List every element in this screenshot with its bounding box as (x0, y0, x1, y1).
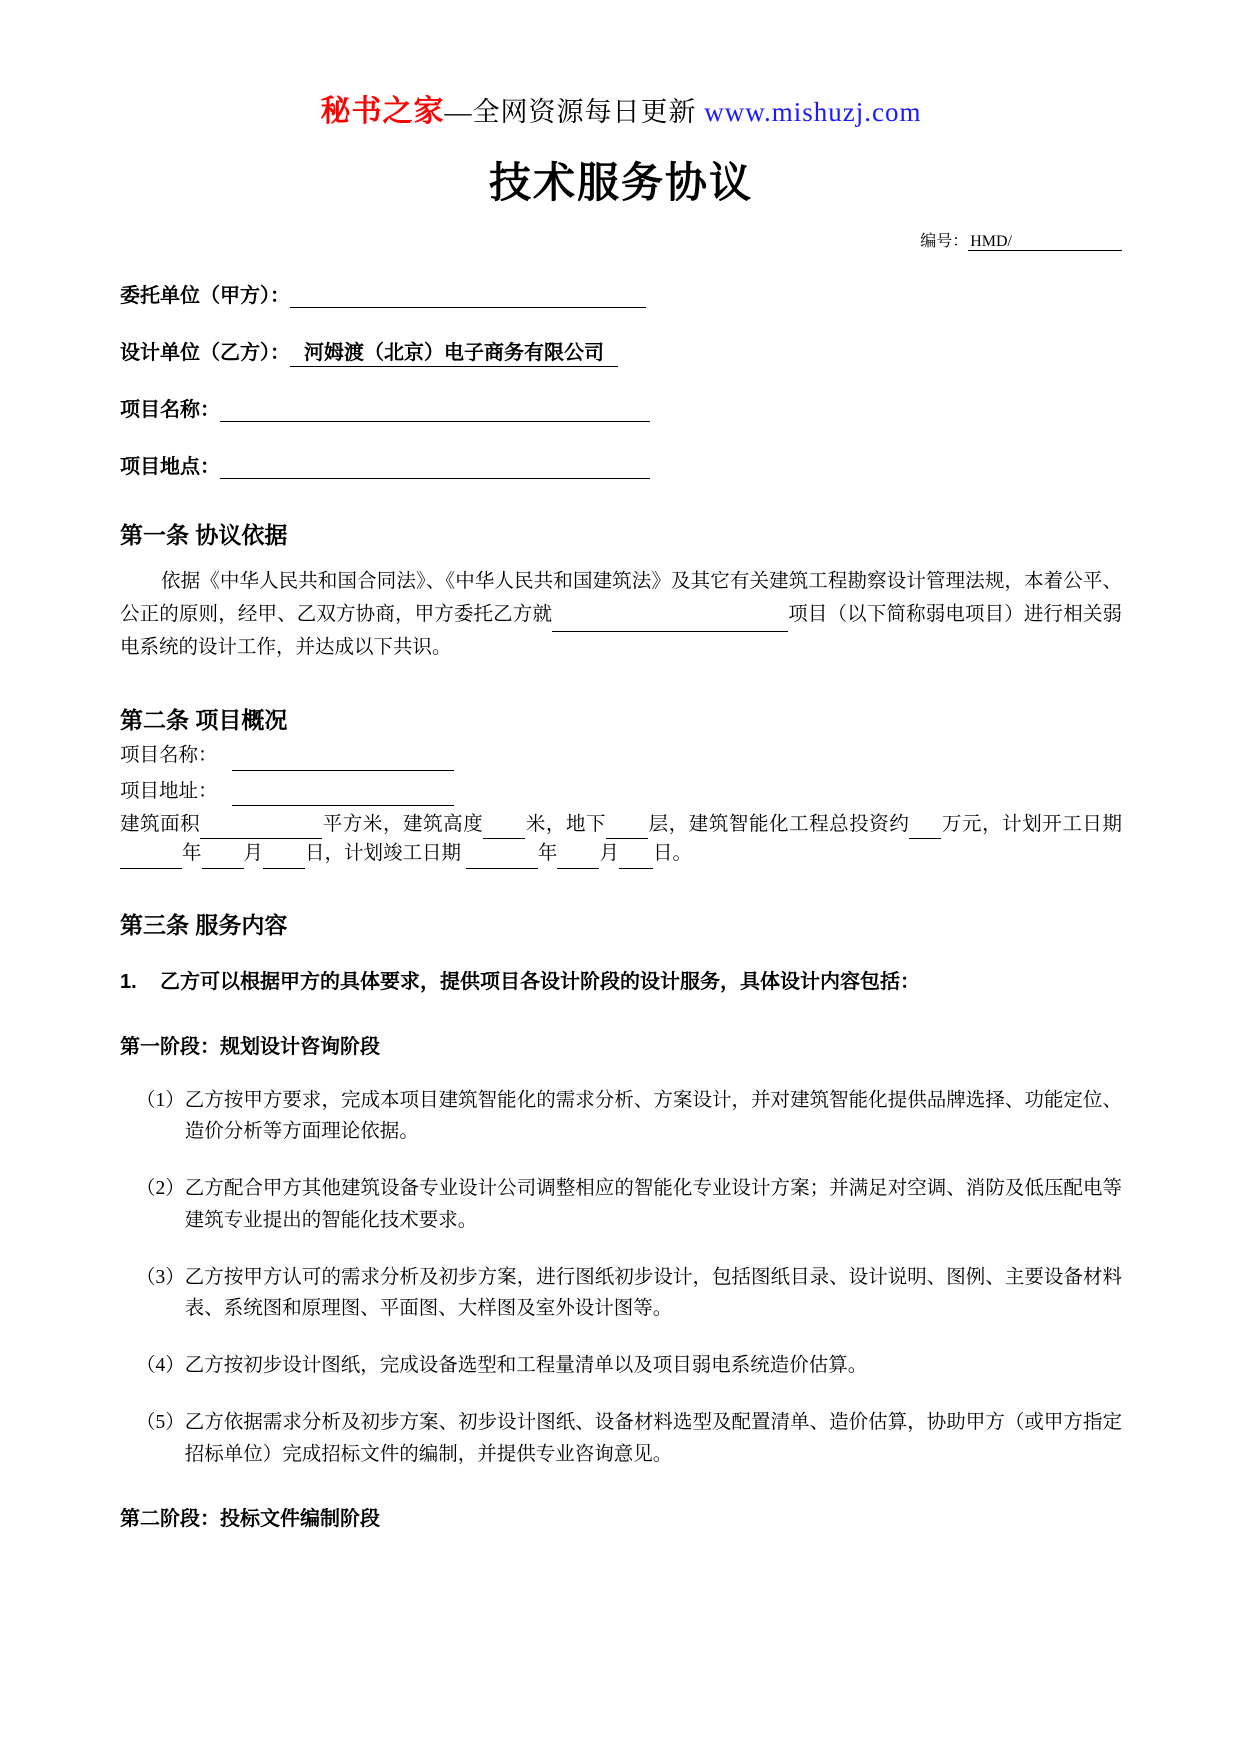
building-text-7: 月 (243, 843, 264, 865)
stage1-item-list (120, 1085, 1122, 1470)
party-a-label: 委托单位（甲方）： (120, 285, 290, 307)
list-item-number: （1） (136, 1090, 185, 1111)
stage1-heading: 第一阶段：规划设计咨询阶段 (120, 1036, 380, 1058)
list-item (136, 1262, 1122, 1324)
doc-number-label: 编号： (920, 233, 969, 250)
list-item (136, 1085, 1122, 1147)
overview-project-name-label: 项目名称： (120, 745, 218, 767)
project-location-blank (220, 457, 650, 479)
building-investment-blank (909, 818, 941, 839)
overview-project-name-row (120, 741, 1122, 770)
list-item (136, 1350, 1122, 1381)
section1-blank (552, 610, 788, 631)
service-item-1-number: 1. (120, 971, 137, 993)
list-item (136, 1173, 1122, 1235)
overview-building-info (120, 810, 1122, 869)
building-text-4: 层，建筑智能化工程总投资约 (648, 813, 910, 835)
list-item-number: （2） (136, 1178, 185, 1200)
stage2-heading: 第二阶段：投标文件编制阶段 (120, 1507, 380, 1530)
overview-project-name-blank (232, 749, 454, 770)
list-item-text: 乙方依据需求分析及初步方案、初步设计图纸、设备材料选型及配置清单、造价估算，协助甲方（或甲方指定招标单位）完成招标文件的编制，并提供专业咨询意见。 (184, 1412, 1122, 1465)
overview-project-address-blank (232, 784, 454, 805)
section1-text-after: 项目（以下简称弱电项目）进行相关弱电系统的设计工作，并达成以下共识。 (120, 603, 1122, 658)
building-height-blank (483, 818, 525, 839)
project-name-label: 项目名称： (120, 399, 220, 421)
building-text-6: 年 (182, 843, 202, 865)
form-row-party-b (120, 336, 1122, 365)
party-b-label: 设计单位（乙方）： (120, 342, 290, 364)
building-text-5: 万元，计划开工日期 (941, 813, 1122, 835)
building-text-1: 建筑面积 (120, 813, 201, 835)
service-item-1 (120, 966, 1122, 998)
form-row-project-name (120, 393, 1122, 422)
document-title: 技术服务协议 (488, 159, 753, 206)
list-item-text: 乙方按甲方要求，完成本项目建筑智能化的需求分析、方案设计，并对建筑智能化提供品牌选择、功能定位、造价分析等方面理论依据。 (184, 1090, 1122, 1143)
building-text-8: 日，计划竣工日期 (305, 843, 466, 865)
doc-number-value: HMD/ (970, 233, 1012, 250)
building-area-blank (200, 818, 322, 839)
end-day-blank (619, 848, 653, 869)
start-month-blank (202, 848, 244, 869)
building-text-11: 日。 (652, 843, 692, 865)
list-item-text: 乙方按初步设计图纸，完成设备选型和工程量清单以及项目弱电系统造价估算。 (184, 1355, 868, 1377)
list-item-text: 乙方按甲方认可的需求分析及初步方案，进行图纸初步设计，包括图纸目录、设计说明、图例、主要设备材料表、系统图和原理图、平面图、大样图及室外设计图等。 (184, 1266, 1122, 1319)
end-year-blank (466, 848, 538, 869)
site-name: 秘书之家 (320, 95, 445, 128)
end-month-blank (557, 848, 599, 869)
section1-text-before: 依据《中华人民共和国合同法》、《中华人民共和国建筑法》及其它有关建筑工程勘察设计管理法规，本着公平、公正的原则，经甲、乙双方协商，甲方委托乙方就 (120, 571, 1122, 625)
start-day-blank (263, 848, 305, 869)
party-b-value: 河姆渡（北京）电子商务有限公司 (290, 342, 618, 367)
list-item (136, 1407, 1122, 1469)
start-year-blank (120, 848, 182, 869)
section3-heading: 第三条 服务内容 (120, 912, 288, 938)
building-text-10: 月 (599, 843, 619, 865)
party-a-blank (290, 286, 646, 308)
service-item-1-text: 乙方可以根据甲方的具体要求，提供项目各设计阶段的设计服务，具体设计内容包括： (160, 971, 920, 993)
building-text-9: 年 (537, 843, 558, 865)
form-row-party-a (120, 279, 1122, 308)
list-item-number: （4） (136, 1355, 185, 1377)
overview-project-address-row (120, 777, 1122, 806)
site-url-link[interactable]: www.mishuzj.com (704, 97, 922, 127)
doc-number-row (120, 228, 1122, 251)
project-location-label: 项目地点： (120, 456, 220, 478)
list-item-number: （5） (136, 1412, 185, 1434)
section2-heading: 第二条 项目概况 (120, 707, 288, 734)
building-underground-blank (606, 818, 648, 839)
list-item-text: 乙方配合甲方其他建筑设备专业设计公司调整相应的智能化专业设计方案；并满足对空调、消防及低压配电等建筑专业提出的智能化技术要求。 (184, 1178, 1122, 1231)
site-tagline: —全网资源每日更新 (444, 97, 705, 127)
section1-heading: 第一条 协议依据 (120, 522, 288, 548)
list-item-number: （3） (136, 1266, 185, 1288)
building-text-2: 平方米，建筑高度 (322, 813, 484, 835)
project-name-blank (220, 400, 650, 422)
building-text-3: 米，地下 (525, 813, 607, 835)
overview-project-address-label: 项目地址： (120, 780, 218, 802)
form-row-project-location (120, 450, 1122, 479)
section1-paragraph (120, 566, 1122, 664)
site-header (120, 86, 1122, 130)
doc-number-blank (1014, 233, 1122, 251)
